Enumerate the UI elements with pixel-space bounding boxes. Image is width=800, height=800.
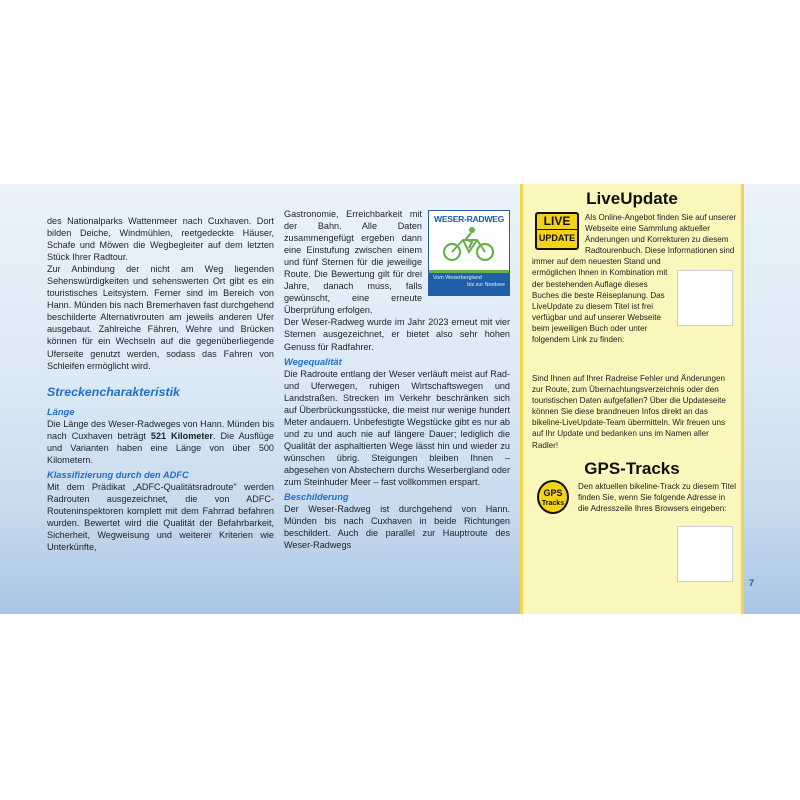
text: Die Länge des Weser-Radweges von Hann. Münden bis nach Cuxhaven beträgt <box>47 418 274 441</box>
gps-tracks-text <box>578 481 738 514</box>
subheading-laenge: Länge <box>47 406 75 417</box>
paragraph: des Nationalparks Wattenmeer nach Cuxhaven. Dort bilden Deiche, Windmühlen, reetgedeckte Häuser, Schafe und Möwen die Wegbegleiter auf dem letzten Stück Ihrer Radtour. <box>47 216 274 263</box>
gps-icon-bottom: Tracks <box>541 500 565 507</box>
gps-icon-top: GPS <box>543 488 563 498</box>
liveupdate-icon-bottom: UPDATE <box>538 233 576 243</box>
info-sidebar <box>520 184 744 614</box>
subheading-wegequalitaet: Wegequalität <box>284 356 342 367</box>
section-heading: Streckencharakteristik <box>47 384 180 399</box>
book-page <box>0 184 800 614</box>
paragraph-wegequalitaet: Die Radroute entlang der Weser verläuft meist auf Rad- und Uferwegen, ruhigen Wirtschaftswegen und Landstraßen. Strecken im Verkehr beschränken sich auf Überbrückungsstücke, die meist nur wenige hundert Meter andauern. Unbefestigte Wegstücke gibt es nur ab und zu und auch nie auf längere Dauer; lediglich die Qualität der asphaltierten Wege lässt hin und wieder zu wünschen übrig. Steigungen bleiben Ihnen – abgesehen von Abstechern durchs Weserbergland oder zum Steinhuder Meer – fast vollkommen erspart. <box>284 368 510 487</box>
gps-tracks-icon <box>537 480 569 514</box>
liveupdate-feedback-text <box>532 373 737 451</box>
gps-tracks-title: GPS-Tracks <box>584 459 680 478</box>
subheading-beschilderung: Beschilderung <box>284 492 349 503</box>
paragraph: Gastronomie, Erreichbarkeit mit der Bahn. Alle Daten zusammengefügt ergeben dann eine Einstufung zwischen einem und fünf Sternen für die jeweilige Route. Die Bewertung gilt für drei Jahre, danach muss, falls gewünscht, eine erneute Überprüfung erfolgen. <box>284 209 422 316</box>
cyclist-icon <box>439 226 499 262</box>
liveupdate-title: LiveUpdate <box>586 189 678 208</box>
liveupdate-icon-top: LIVE <box>537 214 577 230</box>
paragraph-laenge <box>47 418 274 466</box>
logo-title: WESER-RADWEG <box>434 214 504 224</box>
paragraph-beschilderung: Der Weser-Radweg ist durchgehend von Hann. Münden bis nach Cuxhaven in beide Richtungen beschildert. Auch die parallel zur Hauptroute des Weser-Radwegs <box>284 504 510 551</box>
gps-paragraph: Den aktuellen bikeline-Track zu diesem Titel finden Sie, wenn Sie folgende Adresse in die Adresszeile Ihres Browsers eingeben: <box>578 482 737 514</box>
weser-radweg-logo <box>428 210 510 296</box>
logo-line-1: Vom Weserbergland <box>433 275 482 281</box>
feedback-paragraph: Sind Ihnen auf Ihrer Radreise Fehler und Änderungen zur Route, zum Übernachtungsverzeichnis oder den touristischen Daten aufgefallen? Über die Updateseite können Sie diese brandneuen Infos direkt an das bikeline-LiveUpdate-Team übermitteln. Wir freuen uns auf Ihr Update und bedanken uns im Namen aller Radler! <box>532 374 726 450</box>
paragraph: Der Weser-Radweg wurde im Jahr 2023 erneut mit vier Sternen ausgezeichnet, er bietet also sehr hohen Genuss für Radfahrer. <box>284 317 510 352</box>
distance-value: 521 Kilometer <box>150 430 213 441</box>
liveupdate-paragraph: Als Online-Angebot finden Sie auf unserer Webseite eine Sammlung aktueller Änderungen und Korrekturen zu diesem Radtourenbuch. Diese Informationen sind immer auf dem neuesten Stand und ermöglichen Ihnen in Kombination mit der bestehenden Auflage dieses Buches die beste Reiseplanung. Das LiveUpdate zu diesem Titel ist frei verfügbar und auf unserer Webseite beim jeweiligen Buch oder unter folgendem Link zu finden: <box>532 213 737 345</box>
page-number: 7 <box>749 578 755 588</box>
logo-band <box>429 273 509 295</box>
text-column-middle <box>284 208 510 551</box>
text-column-left <box>47 215 274 553</box>
text: . Die Ausflüge und Varianten haben eine Länge von über 500 Kilometern. <box>47 430 274 465</box>
liveupdate-qr-code[interactable] <box>677 270 733 326</box>
paragraph-adfc: Mit dem Prädikat „ADFC-Qualitätsradroute" werden Radrouten ausgezeichnet, die von ADFC-Routeninspektoren komplett mit dem Fahrrad befahren wurden. Bewertet wird die Qualität der Befahrbarkeit, Sicherheit, Wegweisung und weiterer Kriterien wie Unterkünfte, <box>47 481 274 553</box>
paragraph: Zur Anbindung der nicht am Weg liegenden Sehenswürdigkeiten und sehenswerten Ort gibt es ein touristisches Leitsystem. Ferner sind im Bereich von Hann. Münden bis nach Bremerhaven fast durchgehend beschilderte Alternativrouten am jeweils anderen Ufer ausgebaut. Zahlreiche Fähren, Wehre und Brücken können für ein Wechseln auf die gegenüberliegende Uferseite genutzt werden, sodass das Fahren von Schleifen ermöglicht wird. <box>47 264 274 371</box>
gps-tracks-qr-code[interactable] <box>677 526 733 582</box>
logo-line-2: bis zur Nordsee <box>467 282 505 288</box>
subheading-adfc: Klassifizierung durch den ADFC <box>47 469 189 480</box>
